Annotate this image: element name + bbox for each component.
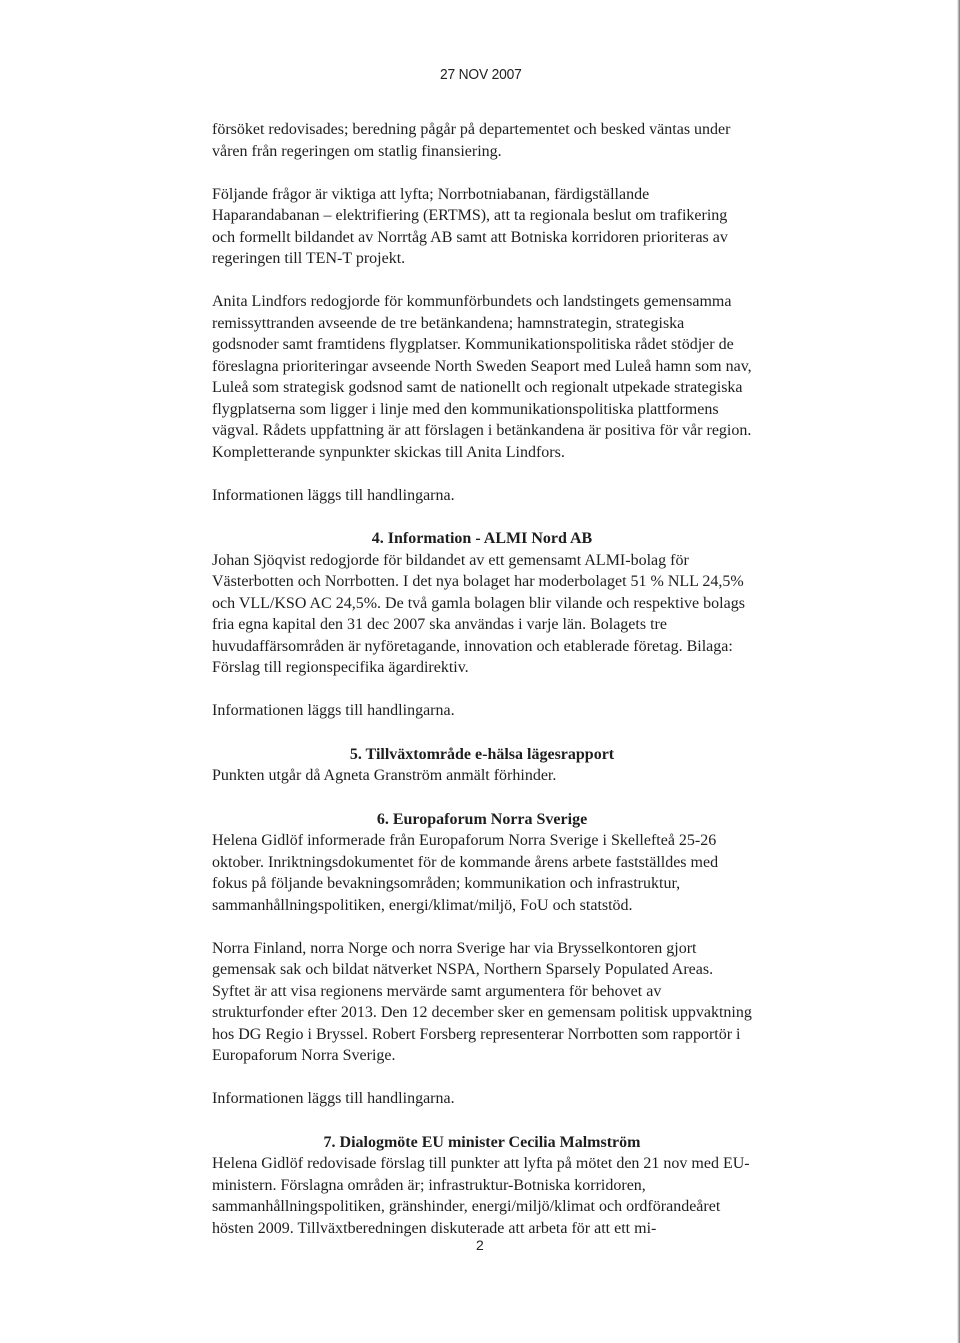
closing-note: Informationen läggs till handlingarna.: [212, 486, 455, 504]
paragraph-finansiering: försöket redovisades; beredning pågår på departementet och besked väntas under våren från regeringen om statlig finansiering.: [212, 121, 731, 160]
section-heading-e-halsa: 5. Tillväxtområde e-hälsa lägesrapport: [349, 745, 615, 763]
date-stamp: 27 NOV 2007: [440, 66, 522, 83]
closing-note: Informationen läggs till handlingarna.: [212, 1090, 455, 1107]
section-heading-europaforum: 6. Europaforum Norra Sverige: [376, 810, 588, 828]
paragraph-remissyttranden: Anita Lindfors redogjorde för kommunförbundets och landstingets gemensamma remissyttranden avseende de tre betänkandena; hamnstrategin, strategiska godsnoder samt framtidens flygplatser. Kommunikationspolitiska rådet stödjer de föreslagna prioriteringar avseende North Sweden Seaport med Luleå hamn som nav, Luleå som strategisk godsnod samt de nationellt och regionalt utpekade strategiska flygplatserna som ligger i linje med den kommunikationspolitiska plattformens vägval. Rådets uppfattning är att förslagen i betänkandena är positiva för vår region. Kompletterande synpunkter skickas till Anita Lindfors.: [212, 293, 752, 461]
paragraph-almi: Johan Sjöqvist redogjorde för bildandet av ett gemensamt ALMI-bolag för Västerbotten och Norrbotten. I det nya bolaget har moderbolaget 51 % NLL 24,5% och VLL/KSO AC 24,5%. De två gamla bolagen blir vilande och respektive bolags fria egna kapital den 31 dec 2007 ska användas i varje län. Bolagets tre huvudaffärsområden är nyföretagande, innovation och etablerade företag. Bilaga: Förslag till regionspecifika ägardirektiv.: [212, 551, 745, 676]
paragraph-e-halsa: Punkten utgår då Agneta Granström anmält förhinder.: [212, 767, 557, 784]
paragraph-europaforum: Helena Gidlöf informerade från Europaforum Norra Sverige i Skellefteå 25-26 oktober. Inriktningsdokumentet för de kommande årens arbete fastställdes med fokus på följande bevakningsområden; kommunikation och infrastruktur, sammanhållningspolitiken, energi/klimat/miljö, FoU och statstöd.: [212, 832, 719, 914]
paragraph-nspa: Norra Finland, norra Norge och norra Sverige har via Brysselkontoren gjort gemensak sak och bildat nätverket NSPA, Northern Sparsely Populated Areas. Syftet är att visa regionens mervärde samt argumentera för behovet av strukturfonder efter 2013. Den 12 december sker en gemensam politisk uppvaktning hos DG Regio i Bryssel. Robert Forsberg representerar Norrbotten som rapportör i Europaforum Norra Sverige.: [212, 939, 752, 1064]
paragraph-viktiga-fragor: Följande frågor är viktiga att lyfta; Norrbotniabanan, färdigställande Haparandabanan – elektrifiering (ERTMS), att ta regionala beslut om trafikering och formellt bildandet av Norrtåg AB samt att Botniska korridoren prioriteras av regeringen till TEN-T projekt.: [212, 185, 728, 267]
section-heading-dialogmote: 7. Dialogmöte EU minister Cecilia Malmström: [323, 1133, 641, 1151]
closing-note: Informationen läggs till handlingarna.: [212, 702, 455, 719]
section-heading-almi: 4. Information - ALMI Nord AB: [371, 530, 593, 547]
document-body: [212, 119, 752, 1239]
page-number: 2: [476, 1237, 484, 1253]
paragraph-dialogmote: Helena Gidlöf redovisade förslag till punkter att lyfta på mötet den 21 nov med EU-ministern. Förslagna områden är; infrastruktur-Botniska korridoren, sammanhållningspolitiken, gränshinder, energi/miljö/klimat och ordförandeåret hösten 2009. Tillväxtberedningen diskuterade att arbeta för att ett mi-: [212, 1155, 750, 1237]
